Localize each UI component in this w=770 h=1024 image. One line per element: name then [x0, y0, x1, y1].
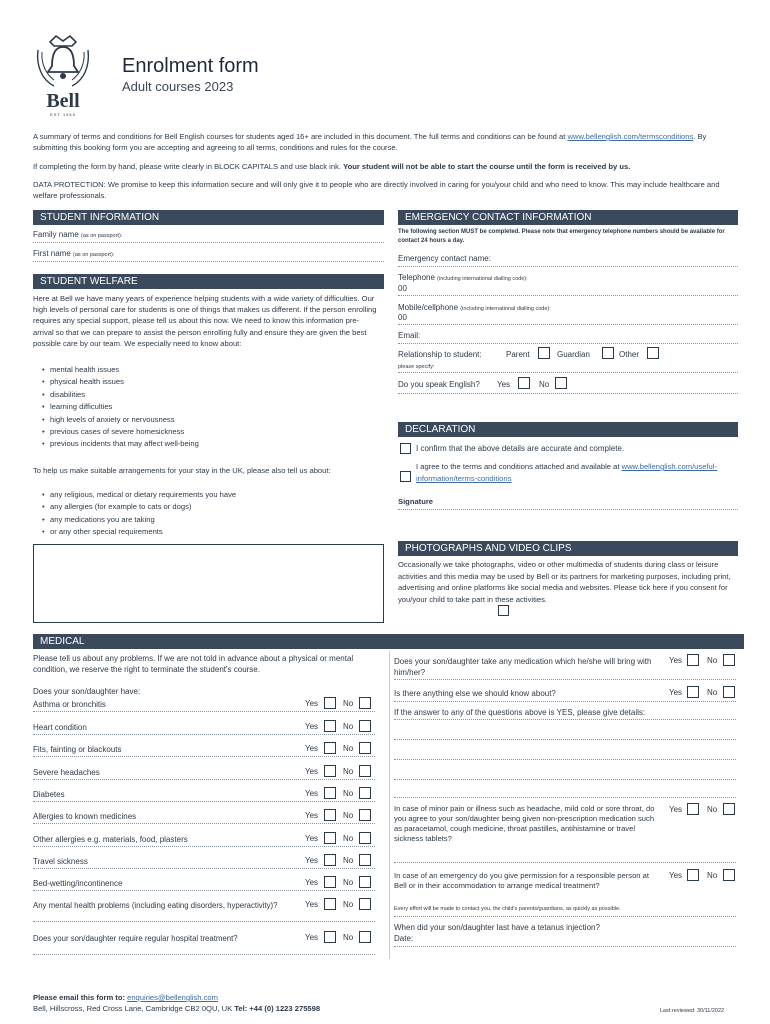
welfare-item: • previous cases of severe homesickness: [40, 426, 380, 438]
emergency-treatment-question: In case of an emergency do you give permission for a responsible person at Bell or in their accommodation to arrange medical treatment?: [394, 871, 649, 890]
family-name-field[interactable]: [33, 242, 384, 243]
telephone-label: [398, 272, 528, 285]
medical-row-label: Diabetes: [33, 790, 65, 799]
medical-row-divider: [33, 868, 375, 869]
medical-row-divider: [33, 801, 375, 802]
emergency-contact-name-field[interactable]: [398, 266, 738, 267]
medical-row-yes-checkbox[interactable]: [324, 720, 336, 732]
minor-illness-no: No: [707, 805, 718, 814]
minor-illness-yes-checkbox[interactable]: [687, 803, 699, 815]
medical-row-yes: Yes: [305, 722, 319, 731]
medical-row-no-checkbox[interactable]: [359, 809, 371, 821]
signature-field[interactable]: [398, 509, 738, 510]
relationship-field[interactable]: [398, 372, 738, 373]
tetanus-question: When did your son/daughter last have a tetanus injection?: [394, 923, 600, 932]
photo-consent-checkbox[interactable]: [498, 605, 509, 616]
terms-link[interactable]: www.bellenglish.com/termsconditions: [567, 132, 694, 141]
welfare-item: • mental health issues: [40, 364, 380, 376]
minor-illness-no-checkbox[interactable]: [723, 803, 735, 815]
medication-question: Does your son/daughter take any medication which he/she will bring with him/her?: [394, 657, 652, 677]
anything-else-no-checkbox[interactable]: [723, 686, 735, 698]
intro-instructions-bold: Your student will not be able to start the course until the form is received by us.: [343, 162, 631, 171]
speak-english-label: Do you speak English?: [398, 380, 480, 389]
medical-row-label: Does your son/daughter require regular hospital treatment?: [33, 934, 238, 943]
emergency-note: The following section MUST be completed. Please note that emergency telephone numbers should be available for contact 24 hours a day.: [398, 229, 725, 244]
telephone-text: Telephone: [398, 273, 435, 282]
welfare-item-2: • any allergies (for example to cats or dogs): [40, 501, 380, 513]
medical-row-yes: Yes: [305, 834, 319, 843]
signature-label: Signature: [398, 497, 434, 506]
medical-row-no-checkbox[interactable]: [359, 697, 371, 709]
confirm-label: I confirm that the above details are accurate and complete.: [416, 444, 625, 453]
details-line-1[interactable]: [394, 719, 736, 720]
welfare-item: • previous incidents that may affect well-being: [40, 438, 380, 450]
welfare-list-2: [40, 489, 380, 539]
speak-english-no-checkbox[interactable]: [555, 377, 567, 389]
medical-row-no: No: [343, 744, 354, 753]
tetanus-date-field[interactable]: [394, 946, 736, 947]
medical-row-label: Severe headaches: [33, 768, 100, 777]
medical-row-no-checkbox[interactable]: [359, 931, 371, 943]
footer-email-link[interactable]: enquiries@bellenglish.com: [127, 993, 218, 1002]
medical-row-divider: [33, 846, 375, 847]
confirm-checkbox[interactable]: [400, 443, 411, 454]
medical-column-divider: [389, 651, 390, 959]
medical-heading: MEDICAL: [33, 634, 744, 649]
emergency-treatment-no: No: [707, 871, 718, 880]
bell-logo: [32, 32, 94, 90]
effort-note: Every effort will be made to contact you, the child's parents/guardians, as quickly as possible.: [394, 906, 621, 912]
email-label: Email:: [398, 331, 421, 340]
medical-row-no: No: [343, 856, 354, 865]
emergency-contact-name-label: Emergency contact name:: [398, 254, 491, 263]
agree-label: [416, 461, 736, 485]
details-line-4[interactable]: [394, 779, 736, 780]
welfare-item: • learning difficulties: [40, 401, 380, 413]
medical-row-yes: Yes: [305, 811, 319, 820]
logo-wordmark: Bell: [46, 90, 80, 112]
terms-conditions-link[interactable]: www.bellenglish.com/useful-information/terms-conditions: [416, 462, 717, 483]
medication-no: No: [707, 656, 718, 665]
medical-row-label: Bed-wetting/incontinence: [33, 879, 123, 888]
intro-terms-text-2: . By submitting this booking form you are accepting and agreeing to all terms, conditions and rules for the course.: [33, 132, 707, 152]
emergency-contact-heading: EMERGENCY CONTACT INFORMATION: [398, 210, 738, 225]
medical-row-yes: Yes: [305, 933, 319, 942]
family-name-hint: (as on passport):: [81, 233, 123, 239]
medical-row-no: No: [343, 789, 354, 798]
student-welfare-heading: STUDENT WELFARE: [33, 274, 384, 289]
welfare-item-2: • any medications you are taking: [40, 514, 380, 526]
welfare-item-2: • or any other special requirements: [40, 526, 380, 538]
medical-row-yes-checkbox[interactable]: [324, 876, 336, 888]
declaration-heading: DECLARATION: [398, 422, 738, 437]
medical-row-label: Asthma or bronchitis: [33, 700, 106, 709]
welfare-item: • disabilities: [40, 389, 380, 401]
footer-email-line: [33, 992, 218, 1003]
family-name-label: [33, 229, 122, 242]
page-subtitle: Adult courses 2023: [122, 79, 234, 94]
medical-row-yes: Yes: [305, 699, 319, 708]
mobile-hint: (including international dialling code):: [460, 306, 551, 312]
please-specify-label: please specify:: [398, 364, 435, 370]
speak-english-divider: [398, 393, 738, 394]
medical-row-yes-checkbox[interactable]: [324, 765, 336, 777]
medical-row-no-checkbox[interactable]: [359, 854, 371, 866]
medical-row-no-checkbox[interactable]: [359, 898, 371, 910]
medical-row-divider: [33, 921, 375, 922]
last-reviewed: Last reviewed: 30/11/2022: [660, 1008, 725, 1014]
telephone-hint: (including international dialling code):: [437, 276, 528, 282]
medical-row-no: No: [343, 699, 354, 708]
medical-row-divider: [33, 734, 375, 735]
welfare-para2-text: To help us make suitable arrangements for your stay in the UK,: [33, 466, 247, 475]
medical-row-no-checkbox[interactable]: [359, 720, 371, 732]
medical-row-divider: [33, 756, 375, 757]
footer-email-label: Please email this form to:: [33, 993, 128, 1002]
medical-row-yes-checkbox[interactable]: [324, 697, 336, 709]
minor-illness-question: In case of minor pain or illness such as headache, mild cold or sore throat, do you agree to your son/daughter being given non-prescription medication such as paracetamol, cough medicine, throat pastilles, antihistamine or travel sickness tablets?: [394, 804, 655, 843]
medical-row-label: Allergies to known medicines: [33, 812, 137, 821]
welfare-item: • high levels of anxiety or nervousness: [40, 414, 380, 426]
telephone-field[interactable]: [398, 295, 738, 296]
medical-row-yes: Yes: [305, 878, 319, 887]
speak-english-yes-checkbox[interactable]: [518, 377, 530, 389]
details-line-2[interactable]: [394, 739, 736, 740]
medical-row-yes: Yes: [305, 856, 319, 865]
email-field[interactable]: [398, 343, 738, 344]
photographs-paragraph: Occasionally we take photographs, video or other multimedia of students during class or leisure activities and this media may be used by Bell or its partners for marketing purposes, including print, advertising and online platforms like social media and websites. Please tick here if you consent for you/your child to take part in these activities.: [398, 560, 731, 604]
welfare-details-box[interactable]: [33, 544, 384, 623]
medical-row-yes: Yes: [305, 767, 319, 776]
medical-row-divider: [33, 890, 375, 891]
footer-tel: Tel: +44 (0) 1223 275598: [234, 1004, 321, 1013]
medical-row-no: No: [343, 900, 354, 909]
other-option: Other: [619, 350, 640, 359]
welfare-paragraph: Here at Bell we have many years of experience helping students with a wide variety of difficulties. Our high levels of personal care for students is one of things that makes us different. If the person enrolling requires any special support, please tell us about this now. We need to know this information pre-arrival so that we can prepare to assist the person enrolling fully and ensure they are given the best possible care by our team. We especially need to know about:: [33, 294, 377, 348]
details-line-3[interactable]: [394, 759, 736, 760]
parent-option: Parent: [506, 350, 530, 359]
medical-row-yes-checkbox[interactable]: [324, 787, 336, 799]
medication-divider: [394, 679, 736, 680]
medical-row-yes-checkbox[interactable]: [324, 931, 336, 943]
medical-row-no-checkbox[interactable]: [359, 742, 371, 754]
intro-instructions: [33, 161, 738, 172]
intro-terms: [33, 131, 738, 153]
guardian-checkbox[interactable]: [602, 347, 614, 359]
medical-row-no: No: [343, 878, 354, 887]
medical-intro: Please tell us about any problems. If we are not told in advance about a physical or mental condition, we reserve the right to terminate the student's course.: [33, 654, 354, 674]
medical-row-divider: [33, 779, 375, 780]
medical-row-yes: Yes: [305, 900, 319, 909]
medication-no-checkbox[interactable]: [723, 654, 735, 666]
medical-row-label: Other allergies e.g. materials, food, plasters: [33, 835, 188, 844]
medical-row-no-checkbox[interactable]: [359, 832, 371, 844]
medical-row-no-checkbox[interactable]: [359, 787, 371, 799]
first-name-label: [33, 248, 114, 261]
anything-else-no: No: [707, 688, 718, 697]
speak-english-yes: Yes: [497, 380, 511, 389]
anything-else-yes: Yes: [669, 688, 683, 697]
medical-row-divider: [33, 954, 375, 955]
mobile-field[interactable]: [398, 324, 738, 325]
telephone-prefix: 00: [398, 284, 407, 293]
first-name-hint: (as on passport):: [73, 252, 115, 258]
medical-row-no: No: [343, 933, 354, 942]
page-title: Enrolment form: [122, 55, 259, 77]
intro-instructions-text: If completing the form by hand, please write clearly in BLOCK CAPITALS and use black ink.: [33, 162, 344, 171]
medical-row-no: No: [343, 834, 354, 843]
medical-row-divider: [33, 711, 375, 712]
footer-address: Bell, Hillscross, Red Cross Lane, Cambridge CB2 0QU, UK: [33, 1004, 235, 1013]
mobile-text: Mobile/cellphone: [398, 303, 459, 312]
emergency-treatment-divider: [394, 916, 736, 917]
if-yes-label: If the answer to any of the questions above is YES, please give details:: [394, 708, 646, 717]
medical-row-no: No: [343, 811, 354, 820]
guardian-option: Guardian: [557, 350, 590, 359]
medical-row-label: Heart condition: [33, 723, 87, 732]
medication-yes: Yes: [669, 656, 683, 665]
other-checkbox[interactable]: [647, 347, 659, 359]
medical-row-no-checkbox[interactable]: [359, 876, 371, 888]
medical-row-divider: [33, 823, 375, 824]
details-line-5[interactable]: [394, 797, 736, 798]
agree-text: I agree to the terms and conditions attached and available at: [416, 462, 622, 471]
data-protection: DATA PROTECTION: We promise to keep this information secure and will only give it to people who are directly involved in caring for you/your child and who need to know. This may include healthcare and welfare professionals.: [33, 180, 720, 200]
welfare-item: • physical health issues: [40, 376, 380, 388]
does-have-label: Does your son/daughter have:: [33, 687, 141, 696]
intro-terms-text: A summary of terms and conditions for Bell English courses for students aged 16+ are included in this document. The full terms and conditions can be found at: [33, 132, 566, 141]
photographs-heading: PHOTOGRAPHS AND VIDEO CLIPS: [398, 541, 738, 556]
agree-checkbox[interactable]: [400, 471, 411, 482]
emergency-treatment-yes-checkbox[interactable]: [687, 869, 699, 881]
medical-row-label: Travel sickness: [33, 857, 88, 866]
welfare-item-2: • any religious, medical or dietary requirements you have: [40, 489, 380, 501]
logo-established: EST 1955: [50, 112, 76, 117]
medical-row-yes-checkbox[interactable]: [324, 898, 336, 910]
relationship-label: Relationship to student:: [398, 350, 482, 359]
medical-row-no: No: [343, 767, 354, 776]
welfare-para2-text-2: please also tell us about:: [247, 466, 331, 475]
emergency-treatment-no-checkbox[interactable]: [723, 869, 735, 881]
medical-row-label: Any mental health problems (including eating disorders, hyperactivity)?: [33, 901, 278, 910]
medical-row-no-checkbox[interactable]: [359, 765, 371, 777]
first-name-field[interactable]: [33, 261, 384, 262]
medical-row-no: No: [343, 722, 354, 731]
medical-row-yes-checkbox[interactable]: [324, 832, 336, 844]
emergency-treatment-yes: Yes: [669, 871, 683, 880]
first-name-text: First name: [33, 249, 71, 258]
welfare-paragraph-2: [33, 465, 378, 476]
tetanus-date-label: Date:: [394, 934, 414, 943]
mobile-prefix: 00: [398, 313, 407, 322]
medication-yes-checkbox[interactable]: [687, 654, 699, 666]
anything-else-divider: [394, 701, 736, 702]
mobile-label: [398, 302, 551, 315]
parent-checkbox[interactable]: [538, 347, 550, 359]
student-information-heading: STUDENT INFORMATION: [33, 210, 384, 225]
footer-address-line: [33, 1003, 320, 1014]
medical-row-yes-checkbox[interactable]: [324, 854, 336, 866]
speak-english-no: No: [539, 380, 550, 389]
anything-else-question: Is there anything else we should know about?: [394, 689, 556, 698]
family-name-text: Family name: [33, 230, 79, 239]
medical-row-label: Fits, fainting or blackouts: [33, 745, 122, 754]
medical-row-yes: Yes: [305, 789, 319, 798]
welfare-list: [40, 364, 380, 451]
medical-row-yes: Yes: [305, 744, 319, 753]
minor-illness-divider: [394, 862, 736, 863]
anything-else-yes-checkbox[interactable]: [687, 686, 699, 698]
medical-row-yes-checkbox[interactable]: [324, 809, 336, 821]
minor-illness-yes: Yes: [669, 805, 683, 814]
medical-row-yes-checkbox[interactable]: [324, 742, 336, 754]
